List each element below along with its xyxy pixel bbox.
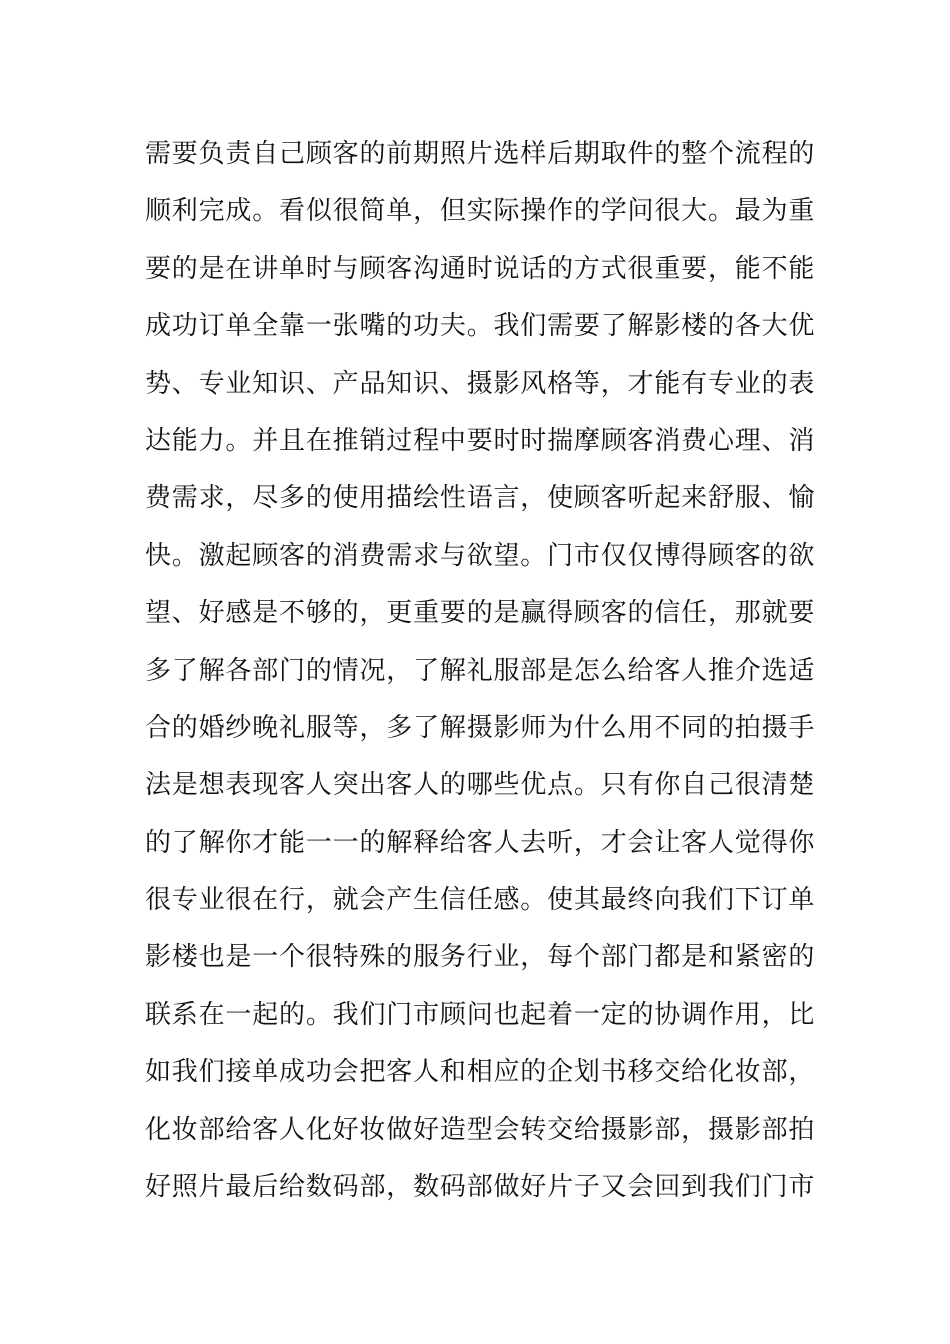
body-text	[145, 126, 815, 1216]
text-line: 好照片最后给数码部，数码部做好片子又会回到我们门市	[145, 1172, 815, 1203]
text-line: 达能力。并且在推销过程中要时时揣摩顾客消费心理、消	[145, 425, 815, 456]
text-line: 如我们接单成功会把客人和相应的企划书移交给化妆部，	[145, 1057, 815, 1088]
text-line: 势、专业知识、产品知识、摄影风格等，才能有专业的表	[145, 368, 815, 399]
text-line: 多了解各部门的情况，了解礼服部是怎么给客人推介选适	[145, 655, 815, 686]
text-line: 的了解你才能一一的解释给客人去听，才会让客人觉得你	[145, 827, 815, 858]
text-line: 成功订单全靠一张嘴的功夫。我们需要了解影楼的各大优	[145, 311, 815, 342]
text-line: 费需求，尽多的使用描绘性语言，使顾客听起来舒服、愉	[145, 483, 815, 514]
text-line: 联系在一起的。我们门市顾问也起着一定的协调作用，比	[145, 999, 815, 1030]
text-line: 快。激起顾客的消费需求与欲望。门市仅仅博得顾客的欲	[145, 540, 815, 571]
text-line: 顺利完成。看似很简单，但实际操作的学问很大。最为重	[145, 196, 815, 227]
text-line: 需要负责自己顾客的前期照片选样后期取件的整个流程的	[145, 139, 815, 169]
text-line: 望、好感是不够的，更重要的是赢得顾客的信任，那就要	[145, 598, 815, 629]
text-line: 很专业很在行，就会产生信任感。使其最终向我们下订单	[145, 885, 815, 916]
text-line: 要的是在讲单时与顾客沟通时说话的方式很重要，能不能	[145, 253, 815, 284]
text-line: 合的婚纱晚礼服等，多了解摄影师为什么用不同的拍摄手	[145, 712, 815, 743]
text-line: 化妆部给客人化好妆做好造型会转交给摄影部，摄影部拍	[145, 1114, 815, 1145]
text-line: 法是想表现客人突出客人的哪些优点。只有你自己很清楚	[145, 770, 815, 801]
text-line: 影楼也是一个很特殊的服务行业，每个部门都是和紧密的	[145, 942, 815, 973]
